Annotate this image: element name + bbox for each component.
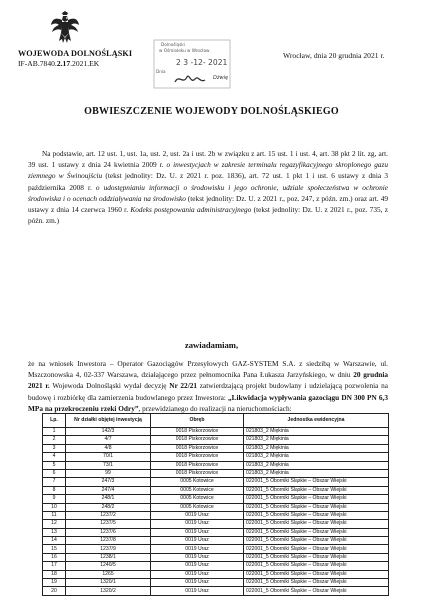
notice-paragraph: że na wniosek Inwestora – Operator Gazociągów Przesyłowych GAZ-SYSTEM S.A. z siedzibą w Warszawie, ul. Mszczonowska 4, 02-337 Warszawa, działającego przez pełnomocnika Pana Łukasza Jarzyńskiego, w dniu 20 grudnia 2021 r. Wojewoda Dolnośląski wydał decyzję Nr 22/21 zatwierdzającą projekt budowlany i udzielającą pozwolenia na budowę i rozbiórkę dla zamierzenia budowlanego przez Inwestora: „Likwidacja wypływania gazociągu DN 300 PN 6,3 MPa na przekroczeniu rzeki Odry”, przewidzianego do realizacji na nieruchomościach: bbox=[28, 359, 389, 413]
table-row bbox=[43, 478, 389, 486]
row-lp: 3 bbox=[43, 444, 66, 452]
row-registration-unit: 021803_2 Miękinia bbox=[244, 428, 389, 436]
stamp-line-2: w Ośmioleku w Wrocław bbox=[159, 48, 210, 53]
row-lp: 17 bbox=[43, 562, 66, 570]
row-plot-number: 247/3 bbox=[66, 478, 151, 486]
row-precinct: 0019 Uraz bbox=[151, 545, 244, 553]
row-registration-unit: 021803_2 Miękinia bbox=[244, 469, 389, 477]
row-precinct: 0005 Kotowice bbox=[151, 478, 244, 486]
table-row bbox=[43, 428, 389, 436]
row-plot-number: 99 bbox=[66, 469, 151, 477]
row-plot-number: 248/2 bbox=[66, 503, 151, 511]
row-lp: 8 bbox=[43, 486, 66, 494]
row-plot-number: 1320/2 bbox=[66, 587, 151, 595]
row-registration-unit: 022001_5 Oborniki Śląskie – Obszar Wiejski bbox=[244, 570, 389, 578]
table-row bbox=[43, 511, 389, 519]
column-header-precinct: Obręb bbox=[151, 414, 244, 428]
row-registration-unit: 021803_2 Miękinia bbox=[244, 461, 389, 469]
table-body bbox=[43, 428, 389, 596]
table-row bbox=[43, 444, 389, 452]
table-header-row bbox=[43, 414, 389, 428]
reference-number: IF-AB.7840.2.17.2021.EK bbox=[18, 59, 100, 68]
row-plot-number: 1237/9 bbox=[66, 545, 151, 553]
row-plot-number: 1237/8 bbox=[66, 537, 151, 545]
row-precinct: 0019 Uraz bbox=[151, 537, 244, 545]
table-row bbox=[43, 486, 389, 494]
row-plot-number: 248/1 bbox=[66, 495, 151, 503]
column-header-lp: Lp. bbox=[43, 414, 66, 428]
row-registration-unit: 022001_5 Oborniki Śląskie – Obszar Wiejski bbox=[244, 520, 389, 528]
table-row bbox=[43, 587, 389, 595]
row-lp: 11 bbox=[43, 511, 66, 519]
row-plot-number: 1237/6 bbox=[66, 528, 151, 536]
row-lp: 14 bbox=[43, 537, 66, 545]
table-row bbox=[43, 528, 389, 536]
row-precinct: 0005 Kotowice bbox=[151, 503, 244, 511]
table-row bbox=[43, 453, 389, 461]
row-precinct: 0018 Piskorzowice bbox=[151, 428, 244, 436]
table-row bbox=[43, 579, 389, 587]
table-row bbox=[43, 436, 389, 444]
row-lp: 4 bbox=[43, 453, 66, 461]
row-registration-unit: 022001_5 Oborniki Śląskie – Obszar Wiejski bbox=[244, 495, 389, 503]
row-precinct: 0019 Uraz bbox=[151, 520, 244, 528]
row-lp: 19 bbox=[43, 579, 66, 587]
table-row bbox=[43, 461, 389, 469]
stamp-line-1: Dolnośląski bbox=[161, 42, 185, 47]
row-registration-unit: 022001_5 Oborniki Śląskie – Obszar Wiejski bbox=[244, 587, 389, 595]
table-row bbox=[43, 545, 389, 553]
row-lp: 15 bbox=[43, 545, 66, 553]
row-lp: 1 bbox=[43, 428, 66, 436]
table-row bbox=[43, 469, 389, 477]
table-row bbox=[43, 537, 389, 545]
row-precinct: 0019 Uraz bbox=[151, 553, 244, 561]
column-header-registration-unit: Jednostka ewidencyjna bbox=[244, 414, 389, 428]
row-precinct: 0005 Kotowice bbox=[151, 495, 244, 503]
row-precinct: 0018 Piskorzowice bbox=[151, 461, 244, 469]
coat-of-arms-eagle-icon bbox=[50, 11, 80, 45]
row-plot-number: 142/3 bbox=[66, 428, 151, 436]
row-lp: 12 bbox=[43, 520, 66, 528]
row-plot-number: 1237/5 bbox=[66, 520, 151, 528]
column-header-plot-number: Nr działki objętej inwestycją bbox=[66, 414, 151, 428]
row-lp: 16 bbox=[43, 553, 66, 561]
row-precinct: 0019 Uraz bbox=[151, 579, 244, 587]
row-precinct: 0019 Uraz bbox=[151, 511, 244, 519]
table-row bbox=[43, 570, 389, 578]
row-precinct: 0018 Piskorzowice bbox=[151, 436, 244, 444]
row-plot-number: 1238/1 bbox=[66, 553, 151, 561]
issuing-authority: WOJEWODA DOLNOŚLĄSKI bbox=[18, 49, 133, 58]
plots-table bbox=[42, 413, 389, 596]
row-lp: 10 bbox=[43, 503, 66, 511]
row-plot-number: 4/7 bbox=[66, 436, 151, 444]
row-plot-number: 247/4 bbox=[66, 486, 151, 494]
receipt-stamp bbox=[153, 39, 231, 89]
row-lp: 20 bbox=[43, 587, 66, 595]
row-lp: 9 bbox=[43, 495, 66, 503]
row-plot-number: 73/1 bbox=[66, 461, 151, 469]
row-precinct: 0019 Uraz bbox=[151, 562, 244, 570]
row-precinct: 0018 Piskorzowice bbox=[151, 453, 244, 461]
row-precinct: 0018 Piskorzowice bbox=[151, 469, 244, 477]
row-lp: 18 bbox=[43, 570, 66, 578]
row-registration-unit: 021803_2 Miękinia bbox=[244, 453, 389, 461]
row-registration-unit: 022001_5 Oborniki Śląskie – Obszar Wiejski bbox=[244, 579, 389, 587]
row-plot-number: 1265 bbox=[66, 570, 151, 578]
row-lp: 2 bbox=[43, 436, 66, 444]
row-lp: 5 bbox=[43, 461, 66, 469]
table-row bbox=[43, 553, 389, 561]
row-registration-unit: 022001_5 Oborniki Śląskie – Obszar Wiejski bbox=[244, 511, 389, 519]
row-plot-number: 1237/2 bbox=[66, 511, 151, 519]
row-precinct: 0019 Uraz bbox=[151, 587, 244, 595]
row-precinct: 0019 Uraz bbox=[151, 570, 244, 578]
row-registration-unit: 022001_5 Oborniki Śląskie – Obszar Wiejski bbox=[244, 503, 389, 511]
row-plot-number: 4/8 bbox=[66, 444, 151, 452]
stamp-signature: Dźwię bbox=[213, 75, 229, 81]
row-lp: 13 bbox=[43, 528, 66, 536]
table-row bbox=[43, 562, 389, 570]
row-registration-unit: 021803_2 Miękinia bbox=[244, 444, 389, 452]
row-precinct: 0019 Uraz bbox=[151, 528, 244, 536]
row-registration-unit: 022001_5 Oborniki Śląskie – Obszar Wiejski bbox=[244, 545, 389, 553]
row-precinct: 0005 Kotowice bbox=[151, 486, 244, 494]
stamp-date: 2 3 -12- 2021 bbox=[176, 58, 228, 67]
row-registration-unit: 022001_5 Oborniki Śląskie – Obszar Wiejski bbox=[244, 537, 389, 545]
table-row bbox=[43, 495, 389, 503]
row-lp: 6 bbox=[43, 469, 66, 477]
row-precinct: 0018 Piskorzowice bbox=[151, 444, 244, 452]
table-row bbox=[43, 503, 389, 511]
row-registration-unit: 021803_2 Miękinia bbox=[244, 436, 389, 444]
row-registration-unit: 022001_5 Oborniki Śląskie – Obszar Wiejski bbox=[244, 478, 389, 486]
table-row bbox=[43, 520, 389, 528]
row-registration-unit: 022001_5 Oborniki Śląskie – Obszar Wiejski bbox=[244, 486, 389, 494]
row-registration-unit: 022001_5 Oborniki Śląskie – Obszar Wiejski bbox=[244, 528, 389, 536]
document-title: OBWIESZCZENIE WOJEWODY DOLNOŚLĄSKIEGO bbox=[84, 106, 339, 117]
row-registration-unit: 022001_5 Oborniki Śląskie – Obszar Wiejski bbox=[244, 562, 389, 570]
row-plot-number: 70/1 bbox=[66, 453, 151, 461]
row-lp: 7 bbox=[43, 478, 66, 486]
row-plot-number: 1240/5 bbox=[66, 562, 151, 570]
legal-basis-paragraph: Na podstawie, art. 12 ust. 1, ust. 1a, ust. 2, ust. 2a i ust. 2b w związku z art. 15 ust. 1 i ust. 4, art. 38 pkt 2 lit. zg, art. 39 ust. 1 ustawy z dnia 24 kwietnia 2009 r. o inwestycjach w zakresie terminalu regazyfikacyjnego skroplonego gazu ziemnego w Świnoujściu (tekst jednolity: Dz. U. z 2021 r. poz. 1836), art. 72 ust. 1 pkt 1 i ust. 6 ustawy z dnia 3 października 2008 r. o udostępnianiu informacji o środowisku i jego ochronie, udziale społeczeństwa w ochronie środowiska i o ocenach oddziaływania na środowisko (tekst jednolity: Dz. U. z 2021 r., poz. 247, z późn. zm.) oraz art. 49 ustawy z dnia 14 czerwca 1960 r. Kodeks postępowania administracyjnego (tekst jednolity: Dz. U. z 2021 r., poz. 735, z późn. zm.) bbox=[28, 149, 388, 226]
announcement-word: zawiadamiam, bbox=[184, 340, 239, 350]
place-and-date: Wrocław, dnia 20 grudnia 2021 r. bbox=[283, 51, 385, 60]
row-registration-unit: 022001_5 Oborniki Śląskie – Obszar Wiejski bbox=[244, 553, 389, 561]
stamp-line-3: Dnia bbox=[156, 69, 166, 74]
row-plot-number: 1320/1 bbox=[66, 579, 151, 587]
